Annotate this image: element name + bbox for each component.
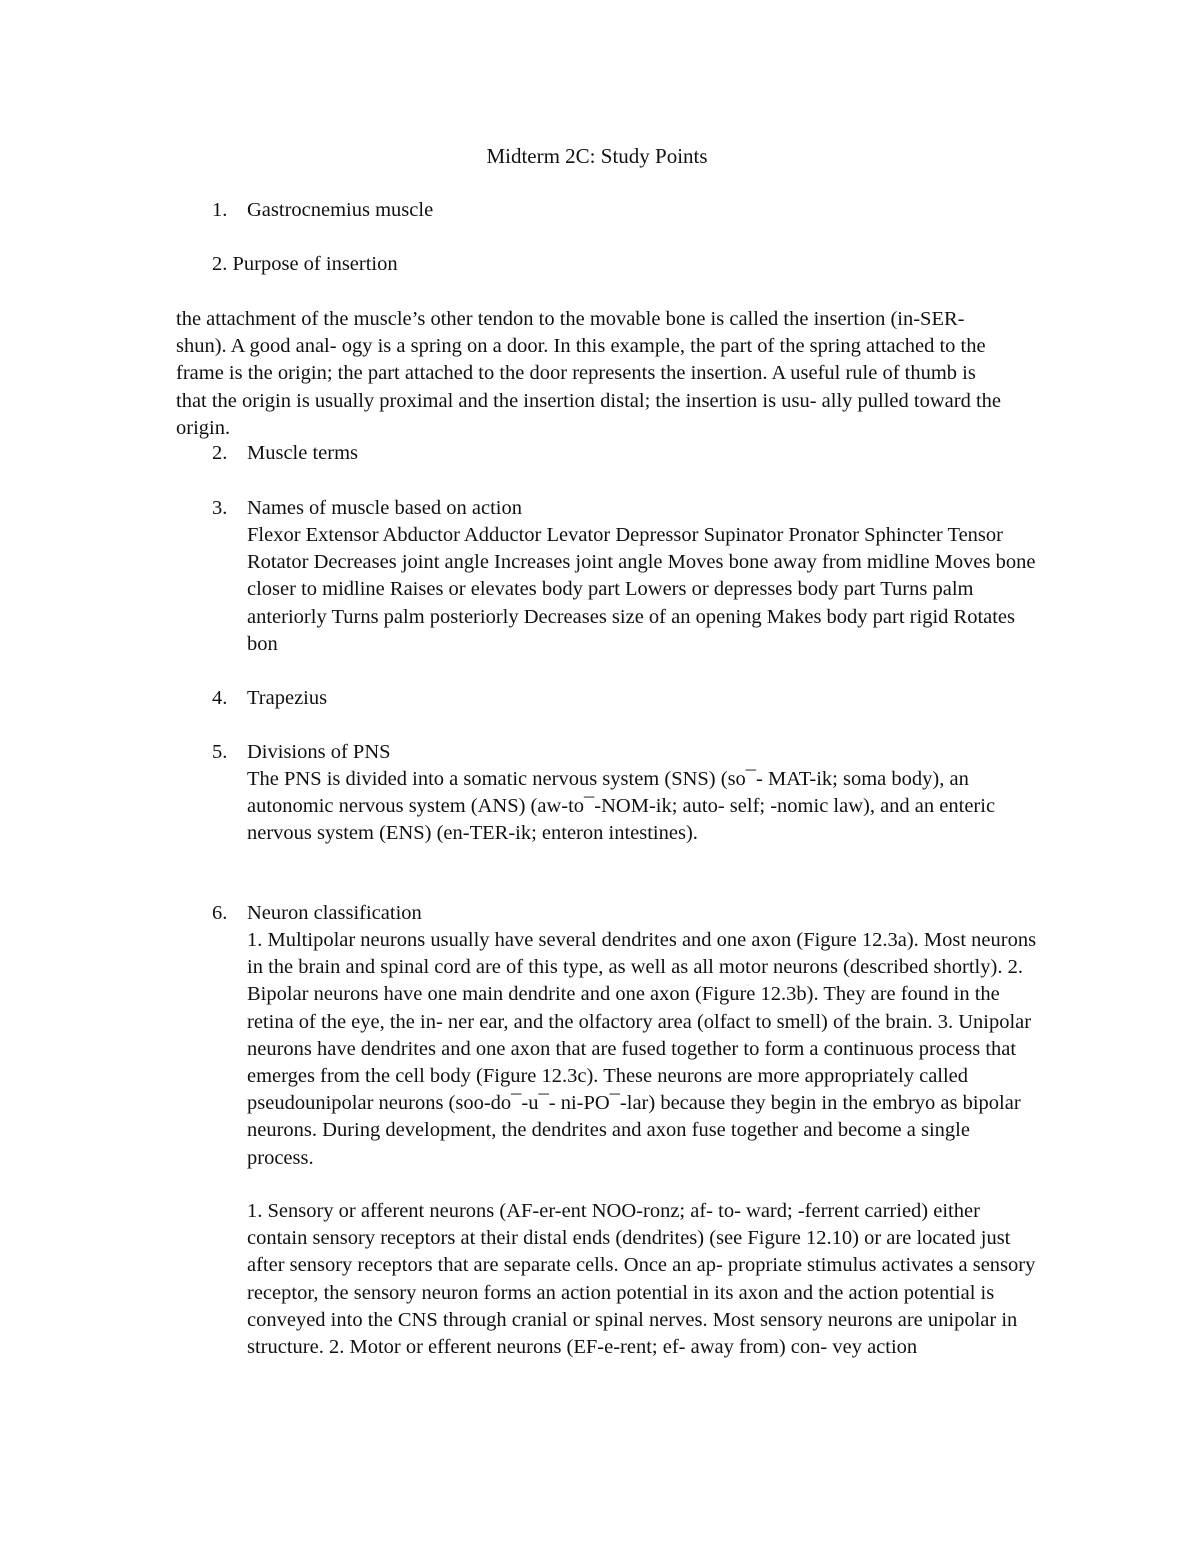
- item-description: Flexor Extensor Abductor Adductor Levator Depressor Supinator Pronator Sphincter Tensor Rotator Decreases joint angle Increases joint angle Moves bone away from midline Moves bone closer to midline Raises or elevates body part Lowers or depresses body part Turns palm anteriorly Turns palm posteriorly Decreases size of an opening Makes body part rigid Rotates bon: [247, 524, 1036, 655]
- item-label: Gastrocnemius muscle: [247, 199, 434, 221]
- item-number: 5.: [212, 741, 228, 763]
- item-label: Divisions of PNS: [247, 741, 391, 763]
- item-number: 3.: [212, 497, 228, 519]
- item-description: The PNS is divided into a somatic nervous system (SNS) (so¯- MAT-ik; soma body), an autonomic nervous system (ANS) (aw-to¯-NOM-ik; auto- self; -nomic law), and an enteric nervous system (ENS) (en-TER-ik; enteron intestines).: [247, 768, 996, 845]
- page-title: Midterm 2C: Study Points: [486, 144, 708, 168]
- item-description: 1. Sensory or afferent neurons (AF-er-ent NOO-ronz; af- to- ward; -ferrent carried) either contain sensory receptors at their distal ends (dendrites) (see Figure 12.10) or are located just after sensory receptors that are separate cells. Once an ap- propriate stimulus activates a sensory receptor, the sensory neuron forms an action potential in its axon and the action potential is conveyed into the CNS through cranial or spinal nerves. Most sensory neurons are unipolar in structure. 2. Motor or efferent neurons (EF-e-rent; ef- away from) con- vey action: [247, 1200, 1036, 1359]
- item-number: 2.: [212, 253, 228, 275]
- item-number: 1.: [212, 199, 228, 221]
- item-label: Purpose of insertion: [232, 253, 398, 275]
- item-label: Trapezius: [247, 687, 328, 709]
- item-label: Muscle terms: [247, 442, 359, 464]
- insertion-paragraph: the attachment of the muscle’s other tendon to the movable bone is called the insertion (in-SER-shun). A good anal- ogy is a spring on a door. In this example, the part of the spring attached to the frame is the origin; the part attached to the door represents the insertion. A useful rule of thumb is that the origin is usually proximal and the insertion distal; the insertion is usu- ally pulled toward the origin.: [176, 308, 1001, 439]
- item-number: 4.: [212, 687, 228, 709]
- item-label: Neuron classification: [247, 902, 422, 924]
- item-number: 2.: [212, 442, 228, 464]
- item-label: Names of muscle based on action: [247, 497, 522, 519]
- item-description: 1. Multipolar neurons usually have several dendrites and one axon (Figure 12.3a). Most neurons in the brain and spinal cord are of this type, as well as all motor neurons (described shortly). 2. Bipolar neurons have one main dendrite and one axon (Figure 12.3b). They are found in the retina of the eye, the in- ner ear, and the olfactory area (olfact to smell) of the brain. 3. Unipolar neurons have dendrites and one axon that are fused together to form a continuous process that emerges from the cell body (Figure 12.3c). These neurons are more appropriately called pseudounipolar neurons (soo-do¯-u¯- ni-PO¯-lar) because they begin in the embryo as bipolar neurons. During development, the dendrites and axon fuse together and become a single process.: [247, 929, 1037, 1169]
- list-item: [212, 251, 398, 278]
- item-number: 6.: [212, 902, 228, 924]
